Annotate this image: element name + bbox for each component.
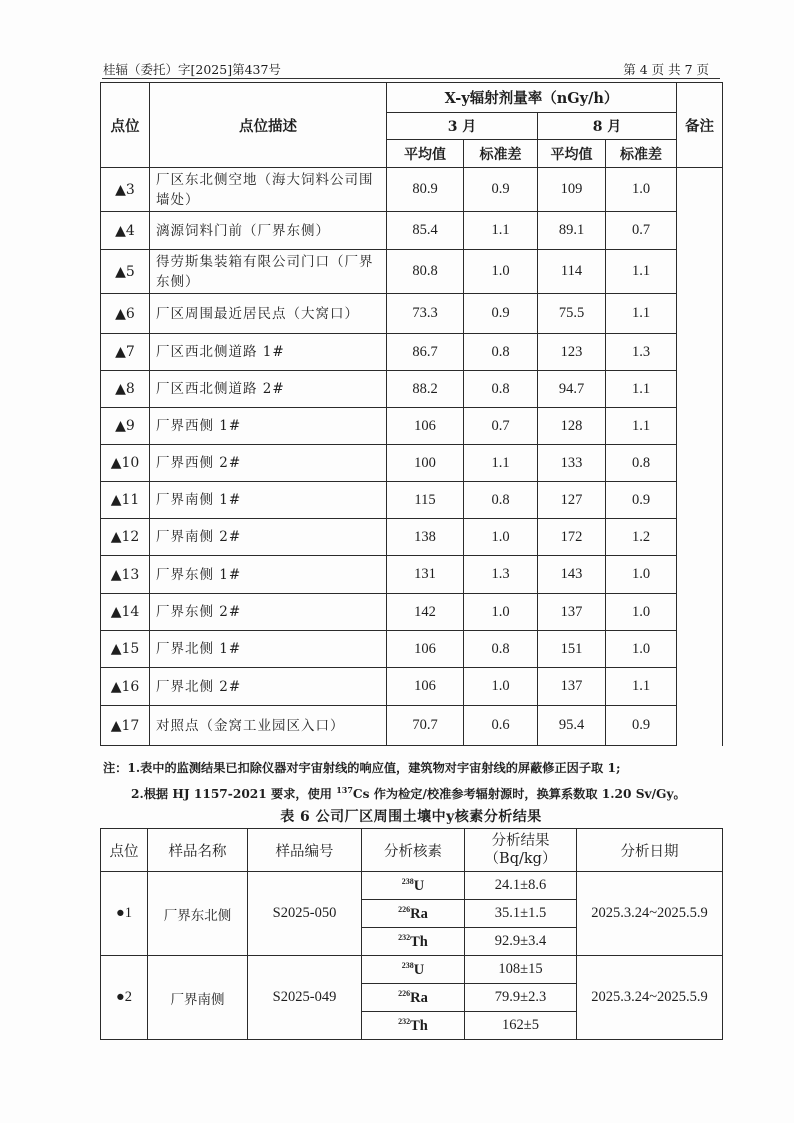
t6-date-cell: 2025.3.24~2025.5.9 xyxy=(577,956,723,1040)
dose-rate-table xyxy=(100,82,723,746)
point-cell: ▲17 xyxy=(101,706,150,746)
mar-avg-cell: 115 xyxy=(387,482,464,519)
desc-cell: 厂界北侧 1# xyxy=(150,631,387,668)
mar-avg-cell: 106 xyxy=(387,631,464,668)
mar-std-cell: 0.8 xyxy=(464,371,538,408)
aug-std-cell: 1.1 xyxy=(606,668,677,706)
t6-result-cell: 35.1±1.5 xyxy=(465,900,577,928)
aug-std-cell: 0.8 xyxy=(606,445,677,482)
desc-cell: 对照点（金窝工业园区入口） xyxy=(150,706,387,746)
aug-std-cell: 0.9 xyxy=(606,706,677,746)
mar-std-cell: 0.9 xyxy=(464,294,538,334)
mar-std-cell: 0.8 xyxy=(464,482,538,519)
mar-avg-cell: 85.4 xyxy=(387,212,464,250)
table-row xyxy=(101,250,723,294)
point-cell: ▲13 xyxy=(101,556,150,594)
table-notes xyxy=(103,757,743,805)
col-aug-avg-header: 平均值 xyxy=(538,140,606,168)
col-august-header: 8 月 xyxy=(538,113,677,140)
mar-avg-cell: 142 xyxy=(387,594,464,631)
mar-avg-cell: 88.2 xyxy=(387,371,464,408)
aug-std-cell: 1.0 xyxy=(606,631,677,668)
remark-cell xyxy=(677,168,723,746)
soil-nuclide-table xyxy=(100,828,723,1040)
point-cell: ▲14 xyxy=(101,594,150,631)
col-point-header: 点位 xyxy=(101,83,150,168)
col-aug-std-header: 标准差 xyxy=(606,140,677,168)
table-row xyxy=(101,334,723,371)
aug-std-cell: 0.7 xyxy=(606,212,677,250)
table-row xyxy=(101,706,723,746)
aug-std-cell: 1.0 xyxy=(606,168,677,212)
desc-cell: 厂区西北侧道路 1# xyxy=(150,334,387,371)
desc-cell: 厂区周围最近居民点（大窝口） xyxy=(150,294,387,334)
aug-std-cell: 1.1 xyxy=(606,294,677,334)
t6-name-cell: 厂界南侧 xyxy=(148,956,248,1040)
table-row xyxy=(101,631,723,668)
t6-nuclide-cell: $^{226}$Ra xyxy=(362,900,465,928)
aug-std-cell: 1.3 xyxy=(606,334,677,371)
note-1: 注：1.表中的监测结果已扣除仪器对宇宙射线的响应值，建筑物对宇宙射线的屏蔽修正因子取 1; xyxy=(103,761,621,775)
mar-std-cell: 1.0 xyxy=(464,668,538,706)
aug-avg-cell: 127 xyxy=(538,482,606,519)
t6-point-cell: ●1 xyxy=(101,872,148,956)
table-row xyxy=(101,668,723,706)
mar-avg-cell: 80.8 xyxy=(387,250,464,294)
col-rate-header: X-y辐射剂量率（nGy/h） xyxy=(387,83,677,113)
table-row xyxy=(101,482,723,519)
point-cell: ▲10 xyxy=(101,445,150,482)
desc-cell: 厂界西侧 1# xyxy=(150,408,387,445)
t6-result-cell: 79.9±2.3 xyxy=(465,984,577,1012)
point-cell: ▲15 xyxy=(101,631,150,668)
col-march-header: 3 月 xyxy=(387,113,538,140)
aug-avg-cell: 89.1 xyxy=(538,212,606,250)
desc-cell: 厂区东北侧空地（海大饲料公司围墙处） xyxy=(150,168,387,212)
t6-date-cell: 2025.3.24~2025.5.9 xyxy=(577,872,723,956)
aug-avg-cell: 94.7 xyxy=(538,371,606,408)
aug-std-cell: 1.1 xyxy=(606,371,677,408)
mar-std-cell: 1.1 xyxy=(464,212,538,250)
col-mar-std-header: 标准差 xyxy=(464,140,538,168)
point-cell: ▲16 xyxy=(101,668,150,706)
table-row xyxy=(101,408,723,445)
t6-nuclide-header: 分析核素 xyxy=(362,829,465,872)
mar-std-cell: 1.3 xyxy=(464,556,538,594)
mar-avg-cell: 80.9 xyxy=(387,168,464,212)
table-row xyxy=(101,594,723,631)
t6-nuclide-cell: $^{232}$Th xyxy=(362,1012,465,1040)
col-remark-header: 备注 xyxy=(677,83,723,168)
t6-result-cell: 92.9±3.4 xyxy=(465,928,577,956)
aug-avg-cell: 114 xyxy=(538,250,606,294)
mar-avg-cell: 86.7 xyxy=(387,334,464,371)
table-row xyxy=(101,956,723,984)
t6-code-cell: S2025-050 xyxy=(248,872,362,956)
aug-std-cell: 1.0 xyxy=(606,594,677,631)
table-row xyxy=(101,519,723,556)
mar-std-cell: 1.0 xyxy=(464,250,538,294)
t6-code-header: 样品编号 xyxy=(248,829,362,872)
t6-nuclide-cell: $^{238}$U xyxy=(362,956,465,984)
desc-cell: 漓源饲料门前（厂界东侧） xyxy=(150,212,387,250)
t6-nuclide-cell: $^{232}$Th xyxy=(362,928,465,956)
aug-avg-cell: 151 xyxy=(538,631,606,668)
t6-name-header: 样品名称 xyxy=(148,829,248,872)
aug-avg-cell: 123 xyxy=(538,334,606,371)
table-row xyxy=(101,556,723,594)
desc-cell: 厂界南侧 2# xyxy=(150,519,387,556)
point-cell: ▲3 xyxy=(101,168,150,212)
aug-avg-cell: 172 xyxy=(538,519,606,556)
point-cell: ▲7 xyxy=(101,334,150,371)
mar-std-cell: 1.0 xyxy=(464,519,538,556)
table-row xyxy=(101,872,723,900)
table-row xyxy=(101,445,723,482)
t6-result-header: 分析结果（Bq/kg） xyxy=(465,829,577,872)
desc-cell: 厂界南侧 1# xyxy=(150,482,387,519)
desc-cell: 厂界西侧 2# xyxy=(150,445,387,482)
t6-nuclide-cell: $^{238}$U xyxy=(362,872,465,900)
mar-avg-cell: 138 xyxy=(387,519,464,556)
mar-std-cell: 0.8 xyxy=(464,631,538,668)
aug-std-cell: 1.2 xyxy=(606,519,677,556)
mar-avg-cell: 106 xyxy=(387,668,464,706)
mar-std-cell: 1.0 xyxy=(464,594,538,631)
mar-std-cell: 0.8 xyxy=(464,334,538,371)
t6-date-header: 分析日期 xyxy=(577,829,723,872)
t6-nuclide-cell: $^{226}$Ra xyxy=(362,984,465,1012)
mar-std-cell: 0.7 xyxy=(464,408,538,445)
mar-std-cell: 1.1 xyxy=(464,445,538,482)
aug-std-cell: 1.1 xyxy=(606,408,677,445)
aug-std-cell: 0.9 xyxy=(606,482,677,519)
desc-cell: 厂界东侧 2# xyxy=(150,594,387,631)
aug-avg-cell: 109 xyxy=(538,168,606,212)
aug-avg-cell: 128 xyxy=(538,408,606,445)
mar-avg-cell: 73.3 xyxy=(387,294,464,334)
aug-avg-cell: 133 xyxy=(538,445,606,482)
table-row xyxy=(101,371,723,408)
header-rule xyxy=(102,78,720,79)
t6-name-cell: 厂界东北侧 xyxy=(148,872,248,956)
t6-result-cell: 108±15 xyxy=(465,956,577,984)
t6-code-cell: S2025-049 xyxy=(248,956,362,1040)
aug-std-cell: 1.0 xyxy=(606,556,677,594)
table-row xyxy=(101,212,723,250)
note-2: 2.根据 HJ 1157-2021 要求，使用 $^{137}$Cs 作为检定/校准参考辐射源时，换算系数取 1.20 Sv/Gy。 xyxy=(131,785,686,802)
point-cell: ▲9 xyxy=(101,408,150,445)
doc-number: 桂辐（委托）字[2025]第437号 xyxy=(103,62,281,77)
t6-point-header: 点位 xyxy=(101,829,148,872)
mar-avg-cell: 131 xyxy=(387,556,464,594)
col-desc-header: 点位描述 xyxy=(150,83,387,168)
aug-std-cell: 1.1 xyxy=(606,250,677,294)
t6-result-cell: 24.1±8.6 xyxy=(465,872,577,900)
table6-caption: 表 6 公司厂区周围土壤中y核素分析结果 xyxy=(280,809,542,825)
aug-avg-cell: 75.5 xyxy=(538,294,606,334)
t6-result-cell: 162±5 xyxy=(465,1012,577,1040)
desc-cell: 得劳斯集装箱有限公司门口（厂界东侧） xyxy=(150,250,387,294)
t6-point-cell: ●2 xyxy=(101,956,148,1040)
page-info: 第 4 页 共 7 页 xyxy=(623,62,709,77)
point-cell: ▲4 xyxy=(101,212,150,250)
point-cell: ▲6 xyxy=(101,294,150,334)
aug-avg-cell: 137 xyxy=(538,668,606,706)
point-cell: ▲11 xyxy=(101,482,150,519)
desc-cell: 厂界东侧 1# xyxy=(150,556,387,594)
aug-avg-cell: 95.4 xyxy=(538,706,606,746)
table-row xyxy=(101,294,723,334)
mar-avg-cell: 106 xyxy=(387,408,464,445)
col-mar-avg-header: 平均值 xyxy=(387,140,464,168)
desc-cell: 厂区西北侧道路 2# xyxy=(150,371,387,408)
aug-avg-cell: 137 xyxy=(538,594,606,631)
desc-cell: 厂界北侧 2# xyxy=(150,668,387,706)
mar-std-cell: 0.6 xyxy=(464,706,538,746)
point-cell: ▲8 xyxy=(101,371,150,408)
aug-avg-cell: 143 xyxy=(538,556,606,594)
point-cell: ▲12 xyxy=(101,519,150,556)
mar-std-cell: 0.9 xyxy=(464,168,538,212)
point-cell: ▲5 xyxy=(101,250,150,294)
mar-avg-cell: 70.7 xyxy=(387,706,464,746)
mar-avg-cell: 100 xyxy=(387,445,464,482)
table-row xyxy=(101,168,723,212)
